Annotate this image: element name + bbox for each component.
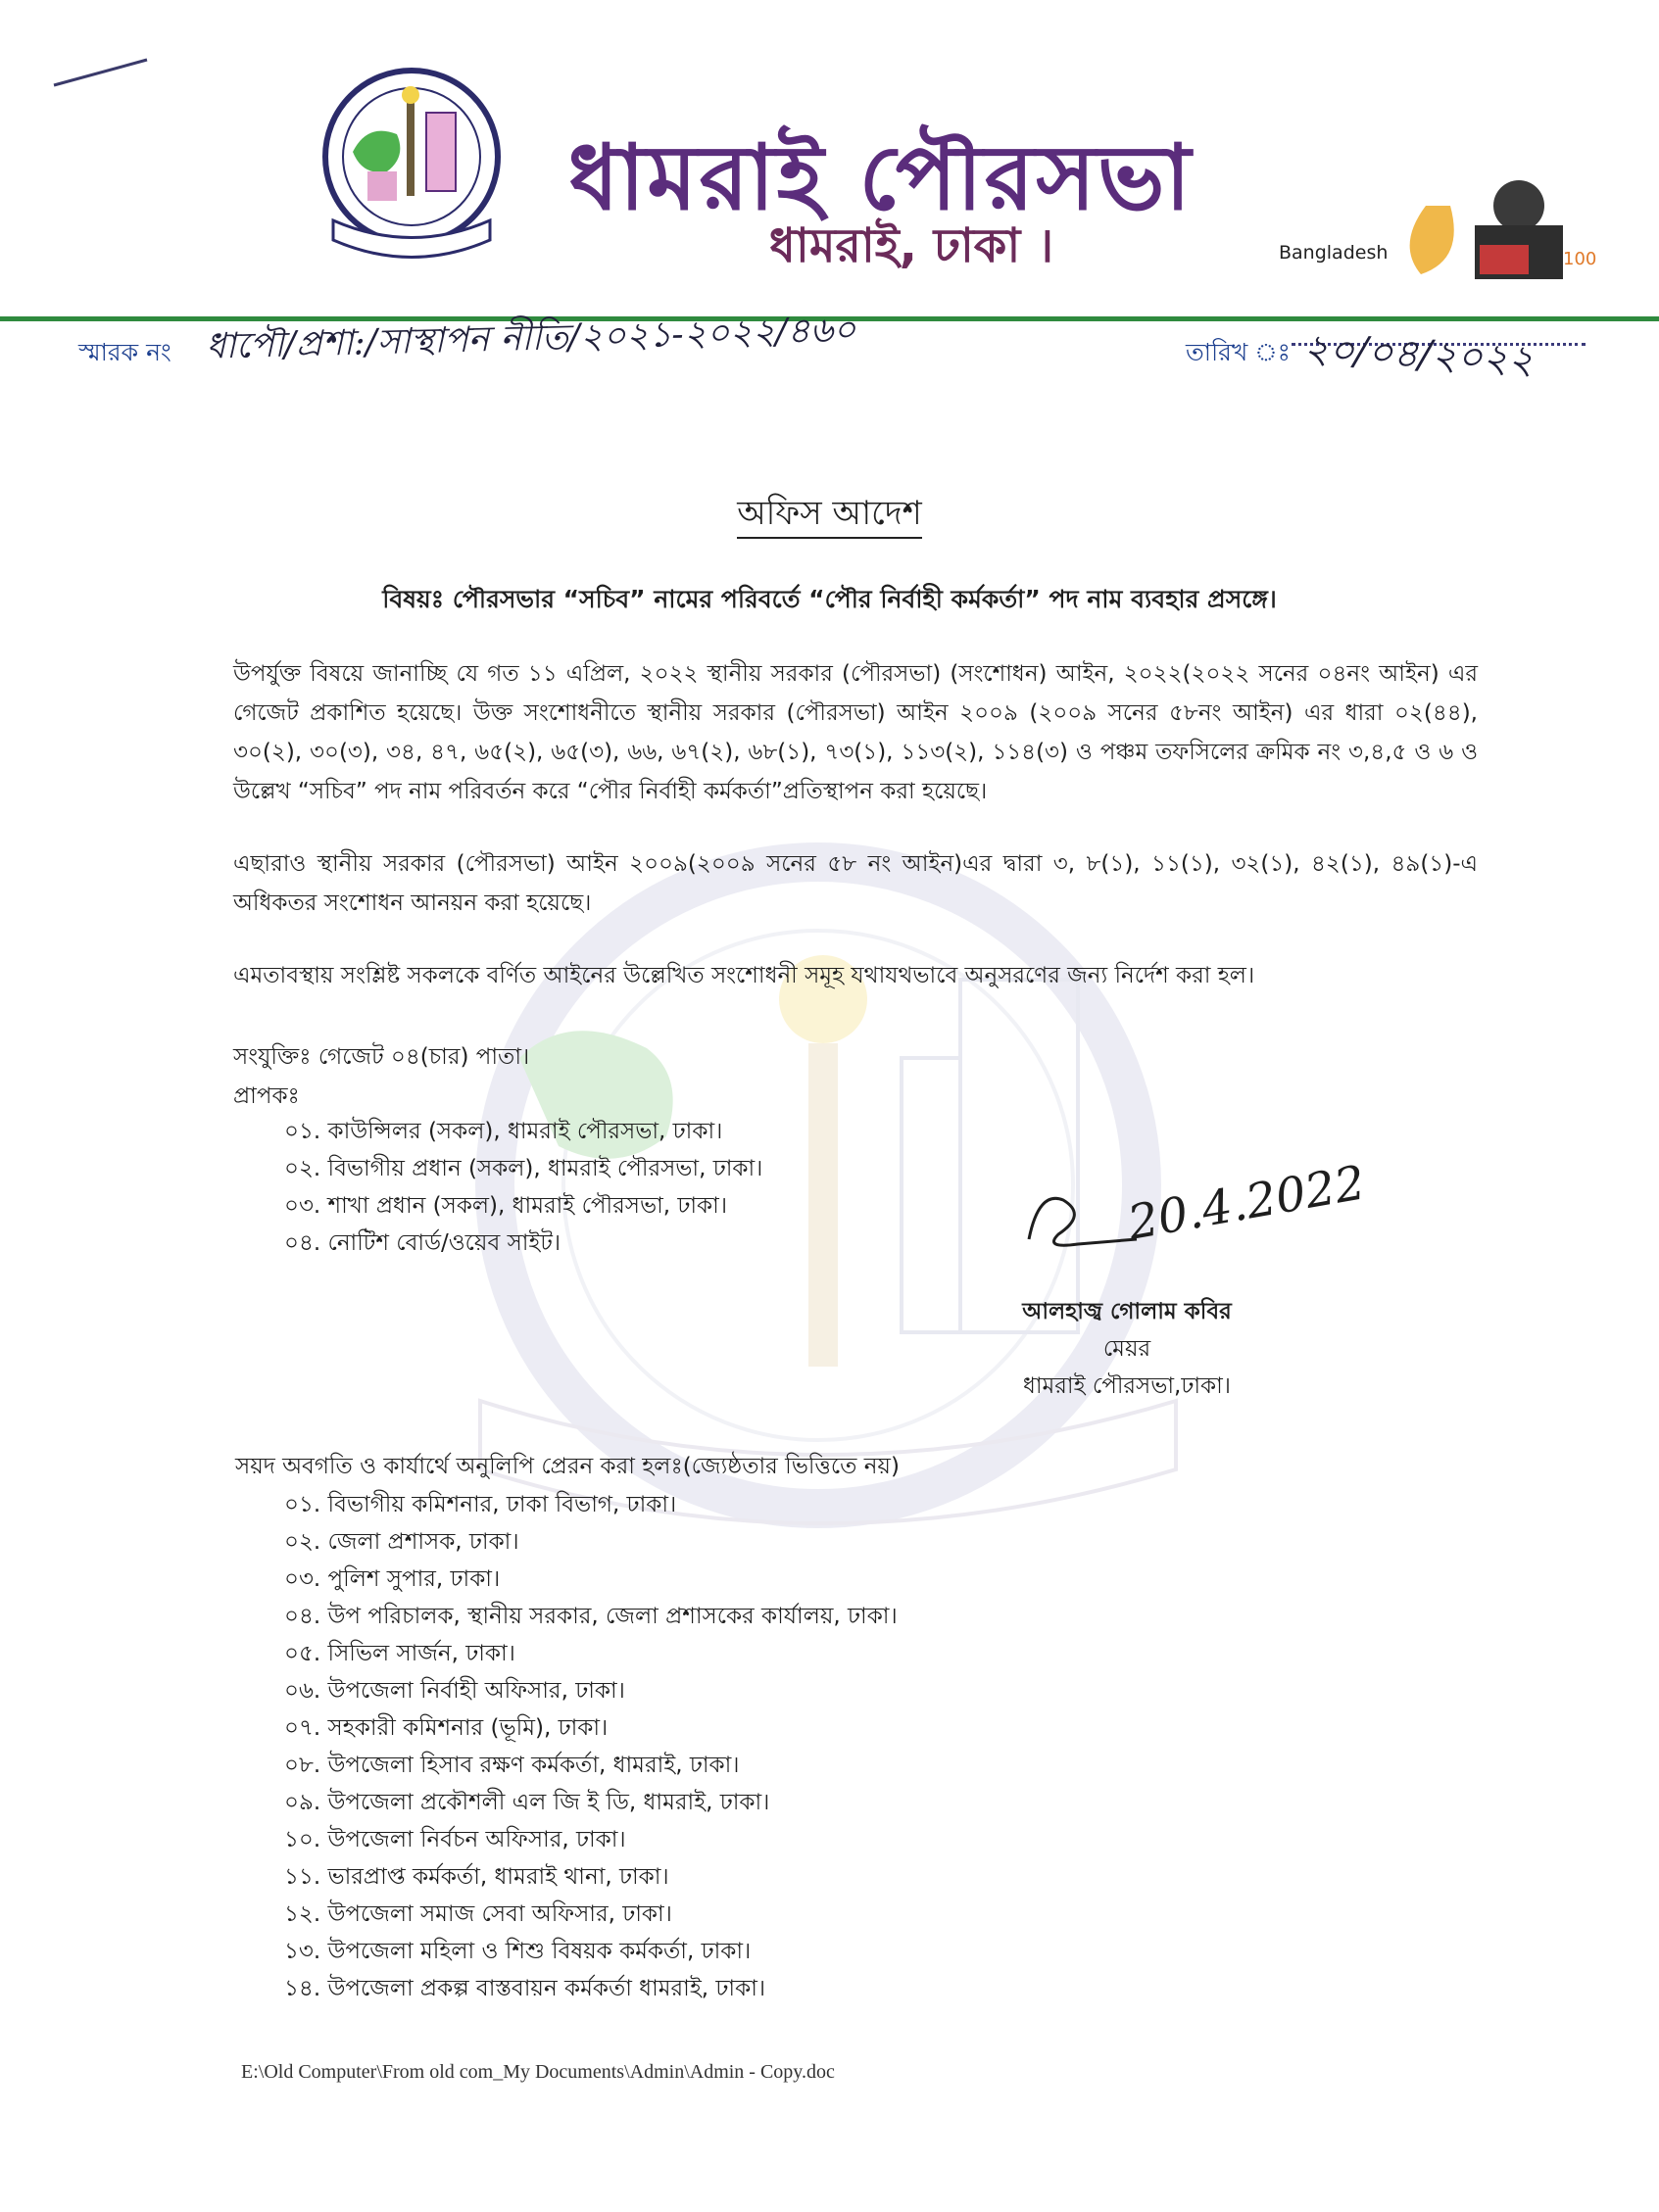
list-item: ০২. জেলা প্রশাসক, ঢাকা।	[284, 1529, 519, 1555]
list-item: ০৬. উপজেলা নির্বাহী অফিসার, ঢাকা।	[284, 1678, 625, 1704]
body-paragraph: এমতাবস্থায় সংশ্লিষ্ট সকলকে বর্ণিত আইনের উল্লেখিত সংশোধনী সমূহ যথাযথভাবে অনুসরণের জন্য নির্দেশ করা হল।	[233, 963, 1255, 988]
copy-label: সয়দ অবগতি ও কার্যার্থে অনুলিপি প্রেরন করা হলঃ(জ্যেষ্ঠতার ভিত্তিতে নয়)	[235, 1454, 900, 1479]
signer-name: আলহাজ্ব গোলাম কবির	[1022, 1299, 1232, 1324]
svg-text:100: 100	[1563, 249, 1597, 269]
list-item: ০১. কাউন্সিলর (সকল), ধামরাই পৌরসভা, ঢাকা।	[284, 1119, 723, 1144]
emblem-bangladesh-text: Bangladesh	[1279, 242, 1389, 264]
list-item: ০৫. সিভিল সার্জন, ঢাকা।	[284, 1641, 515, 1666]
municipality-logo	[314, 64, 510, 269]
copies-list	[284, 1486, 898, 2007]
list-item: ১৪. উপজেলা প্রকল্প বাস্তবায়ন কর্মকর্তা ধামরাই, ঢাকা।	[284, 1976, 766, 2001]
list-item: ০৩. শাখা প্রধান (সকল), ধামরাই পৌরসভা, ঢাকা।	[284, 1193, 728, 1219]
file-path-footer: E:\Old Computer\From old com_My Documents\Admin\Admin - Copy.doc	[241, 2061, 835, 2083]
pen-stroke-mark	[49, 54, 157, 93]
recipients-list	[284, 1113, 762, 1262]
memo-label: স্মারক নং	[78, 338, 171, 366]
signature-date: 20.4.2022	[1123, 1155, 1370, 1251]
list-item: ০২. বিভাগীয় প্রধান (সকল), ধামরাই পৌরসভা, ঢাকা।	[284, 1156, 763, 1181]
list-item: ১৩. উপজেলা মহিলা ও শিশু বিষয়ক কর্মকর্তা, ঢাকা।	[284, 1939, 752, 1964]
list-item: ০৪. নোটিশ বোর্ড/ওয়েব সাইট।	[284, 1230, 561, 1256]
list-item: ১১. ভারপ্রাপ্ত কর্মকর্তা, ধামরাই থানা, ঢাকা।	[284, 1864, 669, 1890]
list-item: ০৯. উপজেলা প্রকৌশলী এল জি ই ডি, ধামরাই, ঢাকা।	[284, 1790, 770, 1815]
signer-office: ধামরাই পৌরসভা,ঢাকা।	[1022, 1373, 1232, 1399]
municipality-location: ধামরাই, ঢাকা ।	[769, 218, 1054, 273]
list-item: ০৭. সহকারী কমিশনার (ভূমি), ঢাকা।	[284, 1715, 609, 1741]
municipality-title: ধামরাই পৌরসভা	[568, 125, 1194, 230]
date-label: তারিখ ঃ	[1186, 338, 1291, 366]
jubilee-emblem	[1279, 167, 1612, 284]
list-item: ১২. উপজেলা সমাজ সেবা অফিসার, ঢাকা।	[284, 1901, 672, 1927]
list-item: ০৮. উপজেলা হিসাব রক্ষণ কর্মকর্তা, ধামরাই, ঢাকা।	[284, 1753, 740, 1778]
signer-block	[980, 1293, 1274, 1405]
list-item: ১০. উপজেলা নির্বচন অফিসার, ঢাকা।	[284, 1827, 626, 1852]
list-item: ০৪. উপ পরিচালক, স্থানীয় সরকার, জেলা প্রশাসকের কার্যালয়, ঢাকা।	[284, 1604, 898, 1629]
date-value: ২০/০৪/২০২২	[1302, 325, 1536, 384]
list-item: ০৩. পুলিশ সুপার, ঢাকা।	[284, 1566, 501, 1592]
recipients-label: প্রাপকঃ	[233, 1083, 300, 1109]
subject-line: বিষয়ঃ পৌরসভার “সচিব” নামের পরিবর্তে “পৌর নির্বাহী কর্মকর্তা” পদ নাম ব্যবহার প্রসঙ্গে।	[382, 585, 1277, 613]
document-heading: অফিস আদেশ	[0, 488, 1659, 544]
body-paragraph: উপর্যুক্ত বিষয়ে জানাচ্ছি যে গত ১১ এপ্রিল, ২০২২ স্থানীয় সরকার (পৌরসভা) (সংশোধন) আইন, ২০২২(২০২২ সনের ০৪নং আইন) এর গেজেট প্রকাশিত হয়েছে। উক্ত সংশোধনীতে স্থানীয় সরকার (পৌরসভা) আইন ২০০৯ (২০০৯ সনের ৫৮নং আইন) এর ধারা ০২(৪৪), ৩০(২), ৩০(৩), ৩৪, ৪৭, ৬৫(২), ৬৫(৩), ৬৬, ৬৭(২), ৬৮(১), ৭৩(১), ১১৩(২), ১১৪(৩) ও পঞ্চম তফসিলের ক্রমিক নং ৩,৪,৫ ও ৬ ও উল্লেখ “সচিব” পদ নাম পরিবর্তন করে “পৌর নির্বাহী কর্মকর্তা”প্রতিস্থাপন করা হয়েছে।	[233, 661, 1478, 804]
list-item: ০১. বিভাগীয় কমিশনার, ঢাকা বিভাগ, ঢাকা।	[284, 1492, 677, 1517]
signer-title: মেয়র	[1102, 1336, 1151, 1362]
attachment-note: সংযুক্তিঃ গেজেট ০৪(চার) পাতা।	[233, 1044, 530, 1070]
body-paragraph: এছারাও স্থানীয় সরকার (পৌরসভা) আইন ২০০৯(২০০৯ সনের ৫৮ নং আইন)এর দ্বারা ৩, ৮(১), ১১(১), ৩২(১), ৪২(১), ৪৯(১)-এ অধিকতর সংশোধন আনয়ন করা হয়েছে।	[233, 851, 1478, 916]
memo-number: ধাপৌ/প্রশা:/সাস্থাপন নীতি/২০২১-২০২২/৪৬০	[205, 310, 856, 367]
